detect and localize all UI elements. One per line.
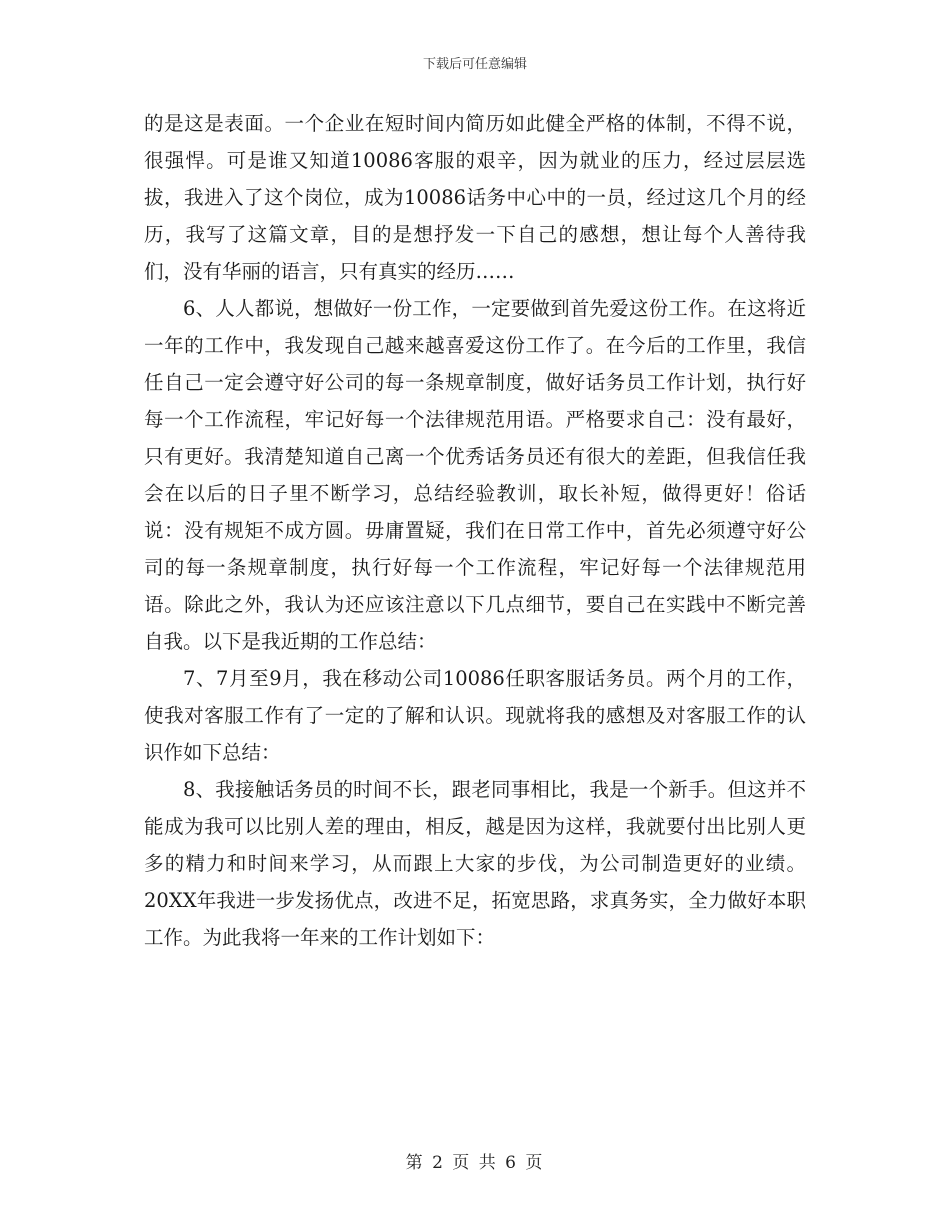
paragraph-item-7: 7、7月至9月，我在移动公司10086任职客服话务员。两个月的工作，使我对客服工作有了一定的了解和认识。现就将我的感想及对客服工作的认识作如下总结： xyxy=(144,667,806,764)
paragraph-item-6: 6、人人都说，想做好一份工作，一定要做到首先爱这份工作。在这将近一年的工作中，我发现自己越来越喜爱这份工作了。在今后的工作里，我信任自己一定会遵守好公司的每一条规章制度，做好话务员工作计划，执行好每一个工作流程，牢记好每一个法律规范用语。严格要求自己：没有最好，只有更好。我清楚知道自己离一个优秀话务员还有很大的差距，但我信任我会在以后的日子里不断学习，总结经验教训，取长补短，做得更好！俗话说：没有规矩不成方圆。毋庸置疑，我们在日常工作中，首先必须遵守好公司的每一条规章制度，执行好每一个工作流程，牢记好每一个法律规范用语。除此之外，我认为还应该注意以下几点细节，要自己在实践中不断完善自我。以下是我近期的工作总结： xyxy=(144,297,806,653)
document-body xyxy=(144,105,806,956)
paragraph-continuation: 的是这是表面。一个企业在短时间内简历如此健全严格的体制，不得不说，很强悍。可是谁又知道10086客服的艰辛，因为就业的压力，经过层层选拔，我进入了这个岗位，成为10086话务中心中的一员，经过这几个月的经历，我写了这篇文章，目的是想抒发一下自己的感想，想让每个人善待我们，没有华丽的语言，只有真实的经历…… xyxy=(144,112,806,283)
page-header: 下载后可任意编辑 xyxy=(422,57,527,72)
paragraph-item-8: 8、我接触话务员的时间不长，跟老同事相比，我是一个新手。但这并不能成为我可以比别人差的理由，相反，越是因为这样，我就要付出比别人更多的精力和时间来学习，从而跟上大家的步伐，为公司制造更好的业绩。20XX年我进一步发扬优点，改进不足，拓宽思路，求真务实，全力做好本职工作。为此我将一年来的工作计划如下： xyxy=(144,778,806,949)
page-number-footer: 第 2 页 共 6 页 xyxy=(405,1153,545,1173)
